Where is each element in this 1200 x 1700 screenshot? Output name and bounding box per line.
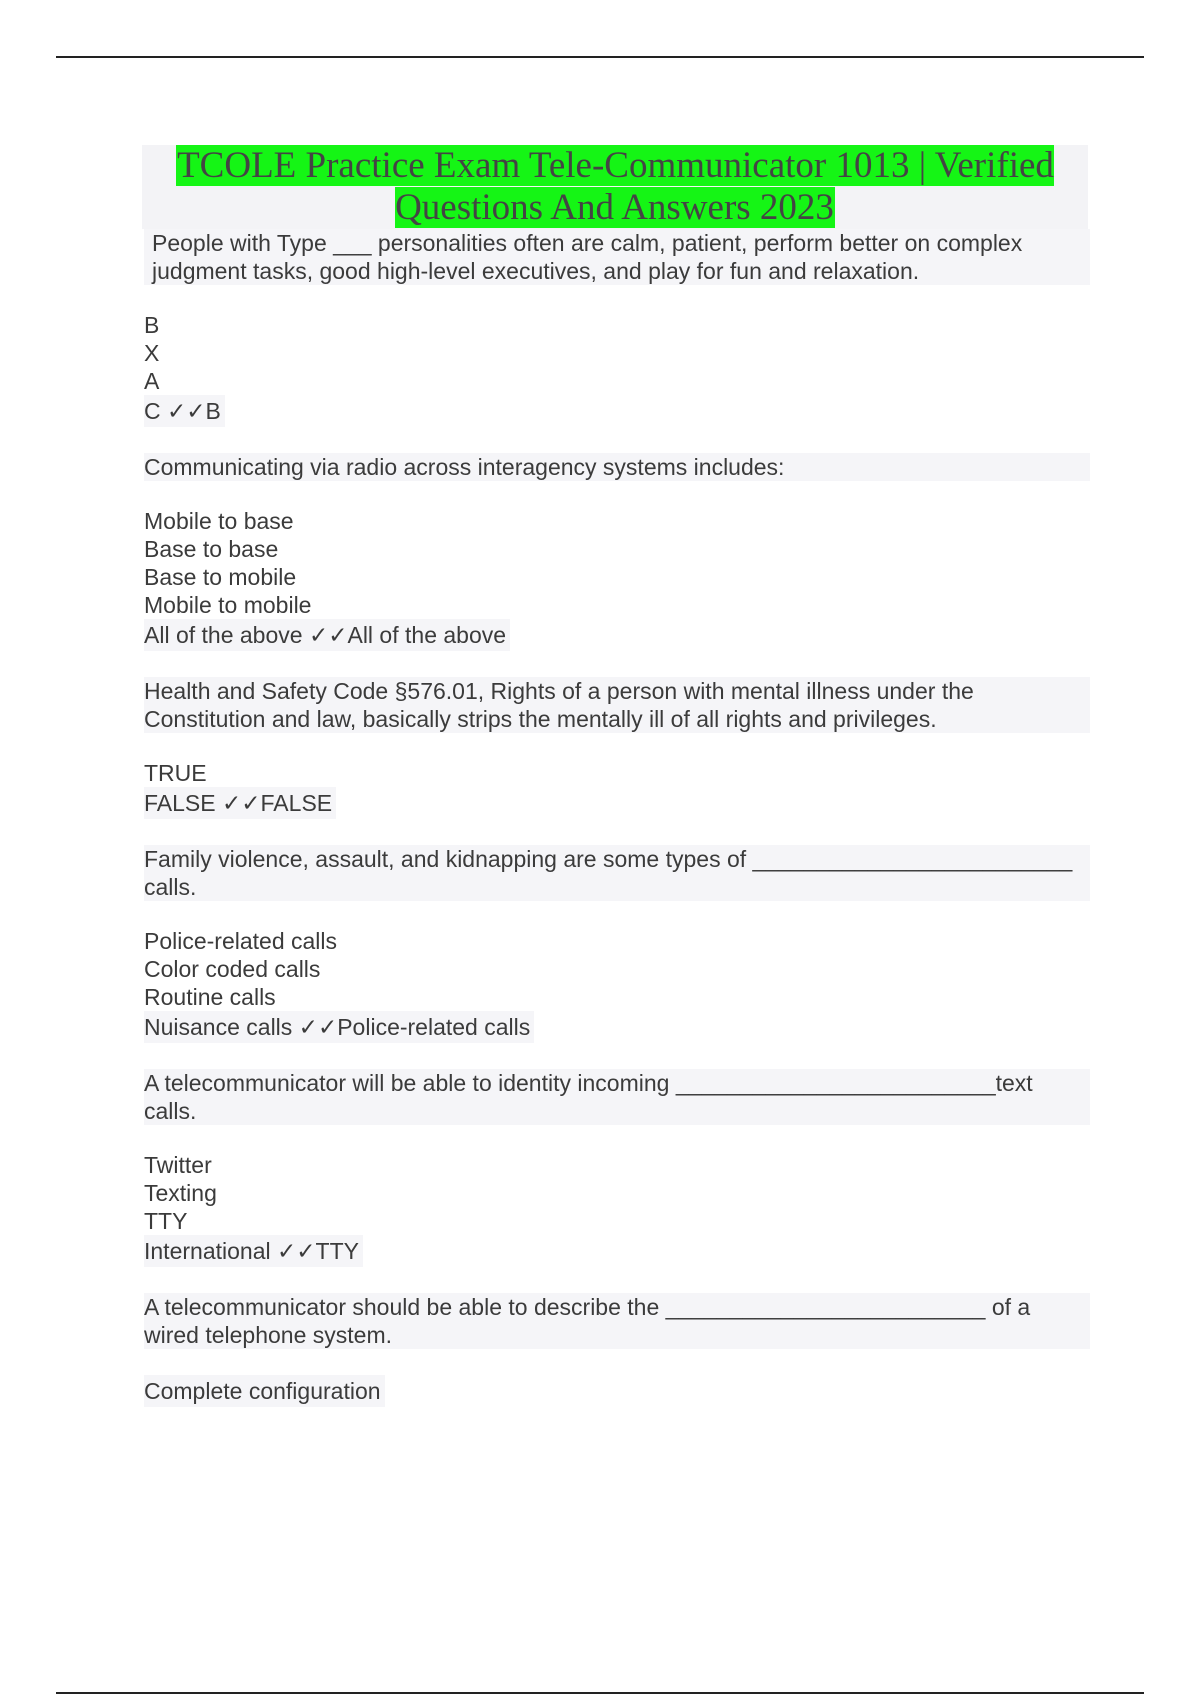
- answer-line: Complete configuration: [144, 1375, 385, 1407]
- option: TTY: [144, 1208, 188, 1234]
- answer-line: International ✓✓TTY: [144, 1235, 363, 1267]
- question-text: People with Type ___ personalities often are calm, patient, perform better on complex judgment tasks, good high-level executives, and play for fun and relaxation.: [144, 229, 1090, 285]
- question-block-1: [144, 229, 1090, 427]
- option: Twitter: [144, 1152, 212, 1178]
- document-title: TCOLE Practice Exam Tele-Communicator 1013 | Verified Questions And Answers 2023: [177, 145, 1054, 228]
- options-list: [144, 311, 1090, 427]
- option: Color coded calls: [144, 956, 321, 982]
- question-text: Communicating via radio across interagency systems includes:: [144, 453, 1090, 481]
- question-block-2: [144, 453, 1090, 651]
- answer-line: C ✓✓B: [144, 395, 225, 427]
- question-block-5: [144, 1069, 1090, 1267]
- options-list: [144, 1151, 1090, 1267]
- options-list: [144, 927, 1090, 1043]
- document-body: [144, 145, 1090, 1407]
- option: Mobile to mobile: [144, 592, 312, 618]
- top-rule: [56, 56, 1144, 58]
- question-block-4: [144, 845, 1090, 1043]
- options-list: [144, 1375, 1090, 1407]
- options-list: [144, 759, 1090, 819]
- question-block-6: [144, 1293, 1090, 1407]
- option: B: [144, 312, 160, 338]
- option: X: [144, 340, 160, 366]
- option: Base to mobile: [144, 564, 297, 590]
- answer-line: FALSE ✓✓FALSE: [144, 787, 336, 819]
- question-text: A telecommunicator will be able to identity incoming _________________________text calls.: [144, 1069, 1090, 1125]
- answer-line: All of the above ✓✓All of the above: [144, 619, 510, 651]
- title-block: [142, 145, 1088, 229]
- bottom-rule: [56, 1692, 1144, 1694]
- option: Texting: [144, 1180, 217, 1206]
- question-text: Family violence, assault, and kidnapping are some types of _________________________ calls.: [144, 845, 1090, 901]
- question-text: Health and Safety Code §576.01, Rights of a person with mental illness under the Constitution and law, basically strips the mentally ill of all rights and privileges.: [144, 677, 1090, 733]
- options-list: [144, 507, 1090, 651]
- answer-line: Nuisance calls ✓✓Police-related calls: [144, 1011, 534, 1043]
- option: Routine calls: [144, 984, 276, 1010]
- option: TRUE: [144, 760, 207, 786]
- option: Base to base: [144, 536, 279, 562]
- option: Mobile to base: [144, 508, 294, 534]
- question-block-3: [144, 677, 1090, 819]
- option: A: [144, 368, 160, 394]
- question-text: A telecommunicator should be able to describe the _________________________ of a wired telephone system.: [144, 1293, 1090, 1349]
- option: Police-related calls: [144, 928, 338, 954]
